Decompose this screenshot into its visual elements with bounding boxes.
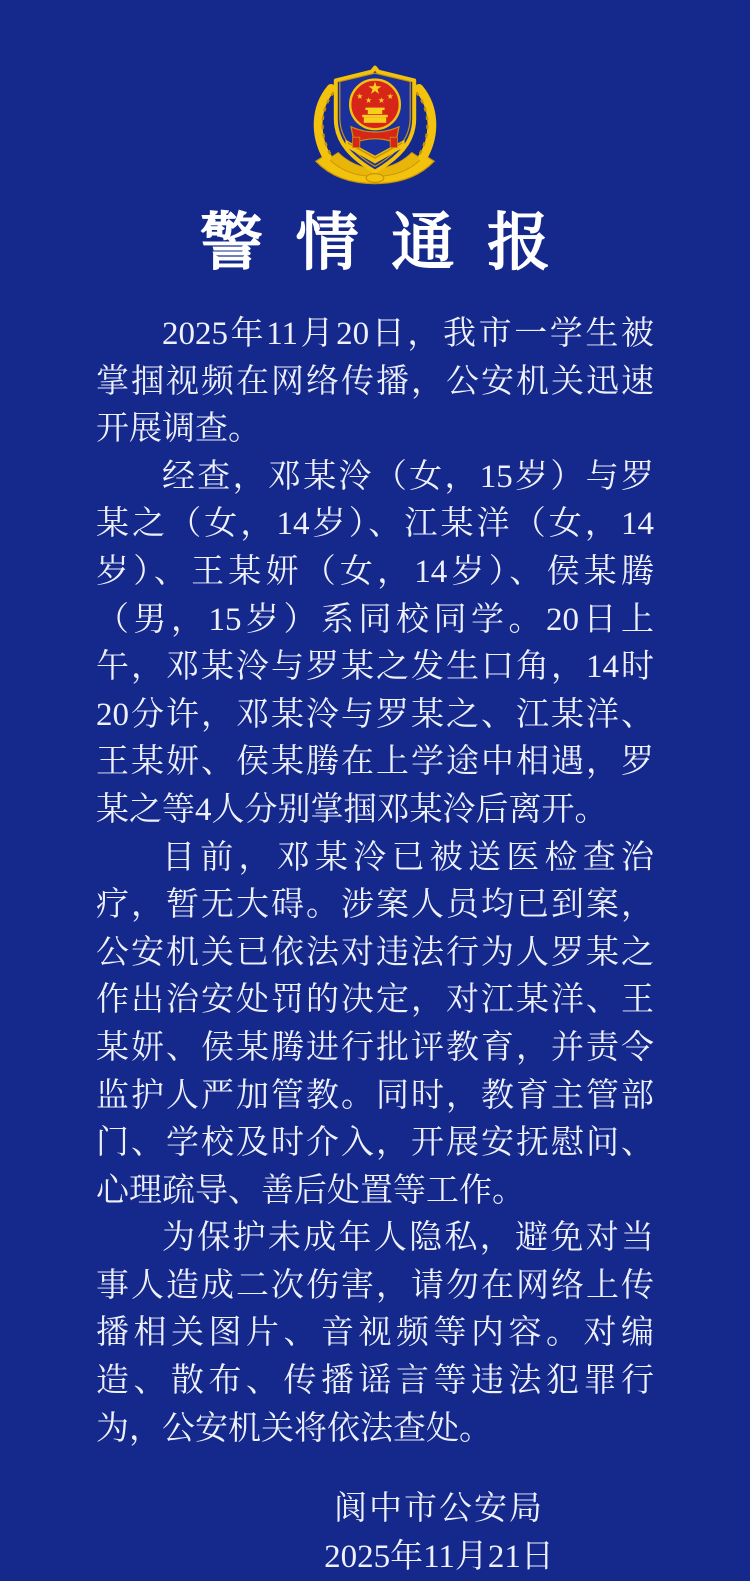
paragraph-privacy-warning: 为保护未成年人隐私，避免对当事人造成二次伤害，请勿在网络上传播相关图片、音视频等内容。对编造、散布、传播谣言等违法犯罪行为，公安机关将依法查处。 bbox=[96, 1220, 654, 1447]
police-badge-emblem bbox=[295, 58, 455, 186]
issuer-name: 阆中市公安局 bbox=[334, 1491, 544, 1528]
paragraph-investigation: 经查，邓某泠（女，15岁）与罗某之（女，14岁）、江某洋（女，14岁）、王某妍（女，14岁）、侯某腾（男，15岁）系同校同学。20日上午，邓某泠与罗某之发生口角，14时20分许，邓某泠与罗某之、江某洋、王某妍、侯某腾在上学途中相遇，罗某之等4人分别掌掴邓某泠后离开。 bbox=[96, 458, 654, 828]
paragraph-incident: 2025年11月20日，我市一学生被掌掴视频在网络传播，公安机关迅速开展调查。 bbox=[96, 316, 654, 448]
issue-date: 2025年11月21日 bbox=[324, 1539, 554, 1576]
police-notice-page bbox=[0, 58, 750, 1576]
paragraph-measures: 目前，邓某泠已被送医检查治疗，暂无大碍。涉案人员均已到案，公安机关已依法对违法行为人罗某之作出治安处罚的决定，对江某洋、王某妍、侯某腾进行批评教育，并责令监护人严加管教。同时，教育主管部门、学校及时介入，开展安抚慰问、心理疏导、善后处置等工作。 bbox=[96, 839, 654, 1209]
notice-footer bbox=[64, 1485, 750, 1581]
notice-title: 警情通报 bbox=[199, 208, 583, 278]
notice-body bbox=[96, 311, 654, 1453]
police-badge-icon bbox=[295, 58, 455, 186]
